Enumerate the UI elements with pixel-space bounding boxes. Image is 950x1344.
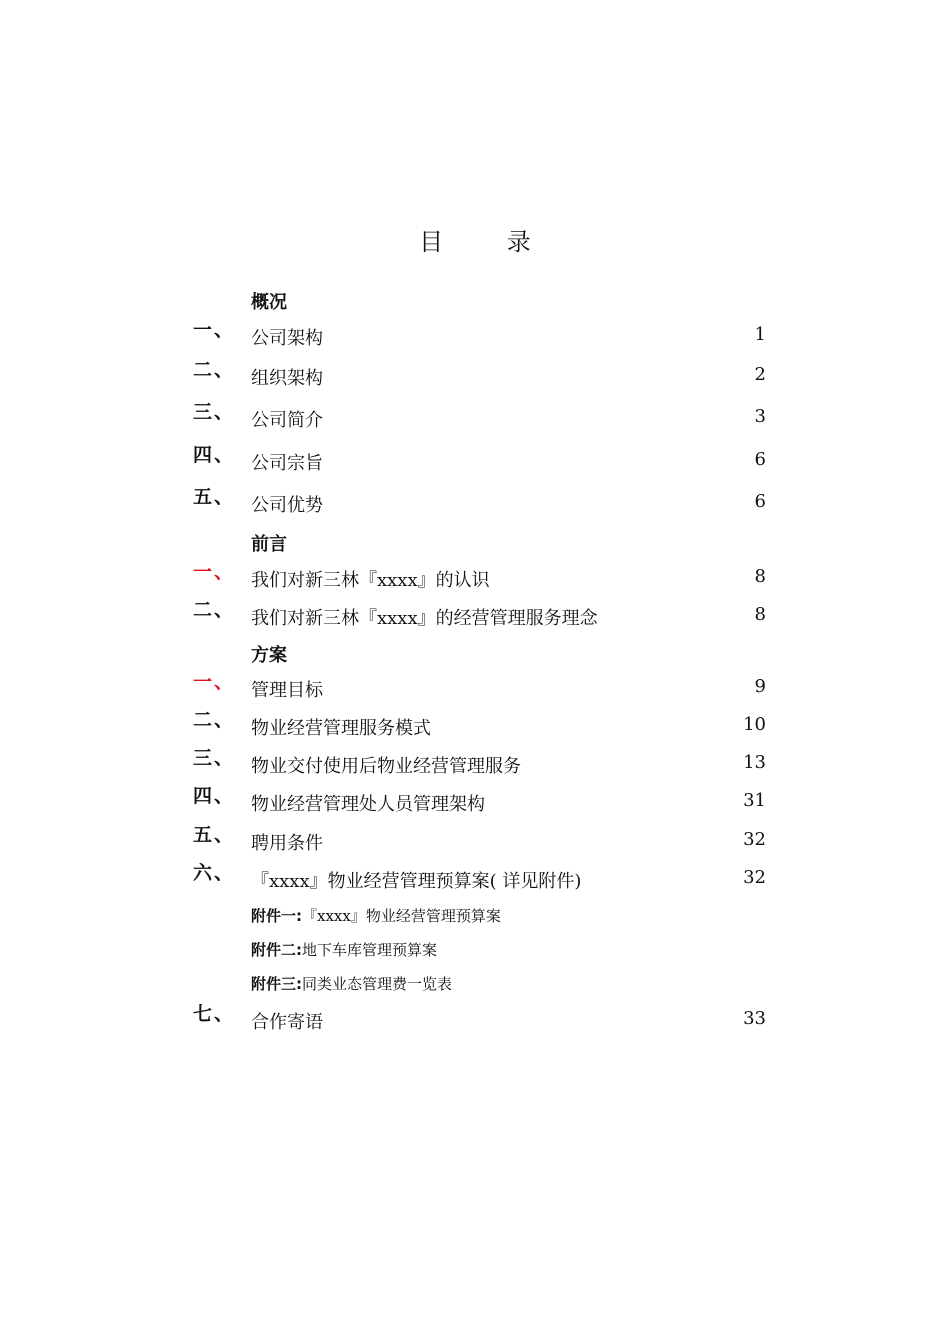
entry-page: 10 bbox=[743, 714, 766, 735]
toc-entry[interactable] bbox=[0, 359, 950, 394]
toc-entry[interactable] bbox=[0, 747, 950, 782]
entry-number: 一、 bbox=[193, 319, 236, 341]
attachment-prefix: 附件二: bbox=[251, 941, 302, 959]
entry-page: 2 bbox=[754, 364, 766, 385]
toc-entry[interactable] bbox=[0, 785, 950, 820]
toc-entry[interactable] bbox=[0, 671, 950, 706]
section-heading-plan: 方案 bbox=[251, 645, 287, 666]
entry-number: 二、 bbox=[193, 709, 236, 731]
toc-entry[interactable] bbox=[0, 444, 950, 479]
attachment-entry[interactable] bbox=[251, 905, 501, 926]
entry-page: 3 bbox=[754, 406, 766, 427]
entry-number: 一、 bbox=[193, 671, 236, 693]
entry-label: 物业经营管理服务模式 bbox=[251, 718, 431, 739]
entry-label: 我们对新三林『xxxx』的经营管理服务理念 bbox=[251, 608, 598, 629]
toc-title: 目 录 bbox=[419, 228, 559, 256]
entry-number: 七、 bbox=[193, 1003, 236, 1025]
entry-label: 公司优势 bbox=[251, 495, 323, 516]
entry-page: 6 bbox=[754, 491, 766, 512]
entry-number: 五、 bbox=[193, 824, 236, 846]
entry-page: 13 bbox=[743, 752, 766, 773]
entry-number: 四、 bbox=[193, 444, 236, 466]
attachment-prefix: 附件三: bbox=[251, 975, 302, 993]
entry-label: 合作寄语 bbox=[251, 1012, 323, 1033]
entry-label: 物业交付使用后物业经营管理服务 bbox=[251, 756, 521, 777]
entry-label: 公司宗旨 bbox=[251, 453, 323, 474]
toc-entry[interactable] bbox=[0, 709, 950, 744]
toc-entry[interactable] bbox=[0, 561, 950, 596]
toc-entry[interactable] bbox=[0, 319, 950, 354]
toc-entry[interactable] bbox=[0, 599, 950, 634]
entry-label: 公司简介 bbox=[251, 410, 323, 431]
entry-number: 六、 bbox=[193, 862, 236, 884]
entry-number: 五、 bbox=[193, 486, 236, 508]
entry-label: 物业经营管理处人员管理架构 bbox=[251, 794, 485, 815]
entry-number: 三、 bbox=[193, 747, 236, 769]
entry-page: 1 bbox=[754, 324, 766, 345]
entry-page: 8 bbox=[754, 566, 766, 587]
entry-number: 四、 bbox=[193, 785, 236, 807]
toc-entry[interactable] bbox=[0, 862, 950, 897]
entry-number: 二、 bbox=[193, 599, 236, 621]
attachment-entry[interactable] bbox=[251, 939, 437, 960]
entry-number: 二、 bbox=[193, 359, 236, 381]
entry-label: 组织架构 bbox=[251, 368, 323, 389]
attachment-text: 地下车库管理预算案 bbox=[302, 941, 438, 959]
entry-page: 8 bbox=[754, 604, 766, 625]
toc-entry[interactable] bbox=[0, 824, 950, 859]
entry-page: 6 bbox=[754, 449, 766, 470]
toc-entry[interactable] bbox=[0, 486, 950, 521]
attachment-prefix: 附件一: bbox=[251, 907, 302, 925]
entry-page: 9 bbox=[754, 676, 766, 697]
attachment-entry[interactable] bbox=[251, 973, 452, 994]
toc-entry[interactable] bbox=[0, 1003, 950, 1038]
entry-label: 我们对新三林『xxxx』的认识 bbox=[251, 570, 490, 591]
entry-page: 31 bbox=[743, 790, 766, 811]
entry-page: 32 bbox=[743, 829, 766, 850]
attachment-text: 同类业态管理费一览表 bbox=[302, 975, 453, 993]
entry-label: 公司架构 bbox=[251, 328, 323, 349]
entry-number: 三、 bbox=[193, 401, 236, 423]
entry-page: 32 bbox=[743, 867, 766, 888]
entry-number: 一、 bbox=[193, 561, 236, 583]
toc-entry[interactable] bbox=[0, 401, 950, 436]
section-heading-overview: 概况 bbox=[251, 292, 287, 313]
section-heading-preface: 前言 bbox=[251, 534, 287, 555]
attachment-text: 『xxxx』物业经营管理预算案 bbox=[302, 907, 501, 925]
entry-page: 33 bbox=[743, 1008, 766, 1029]
entry-label: 聘用条件 bbox=[251, 833, 323, 854]
entry-label: 管理目标 bbox=[251, 680, 323, 701]
entry-label: 『xxxx』物业经营管理预算案( 详见附件) bbox=[251, 871, 582, 892]
